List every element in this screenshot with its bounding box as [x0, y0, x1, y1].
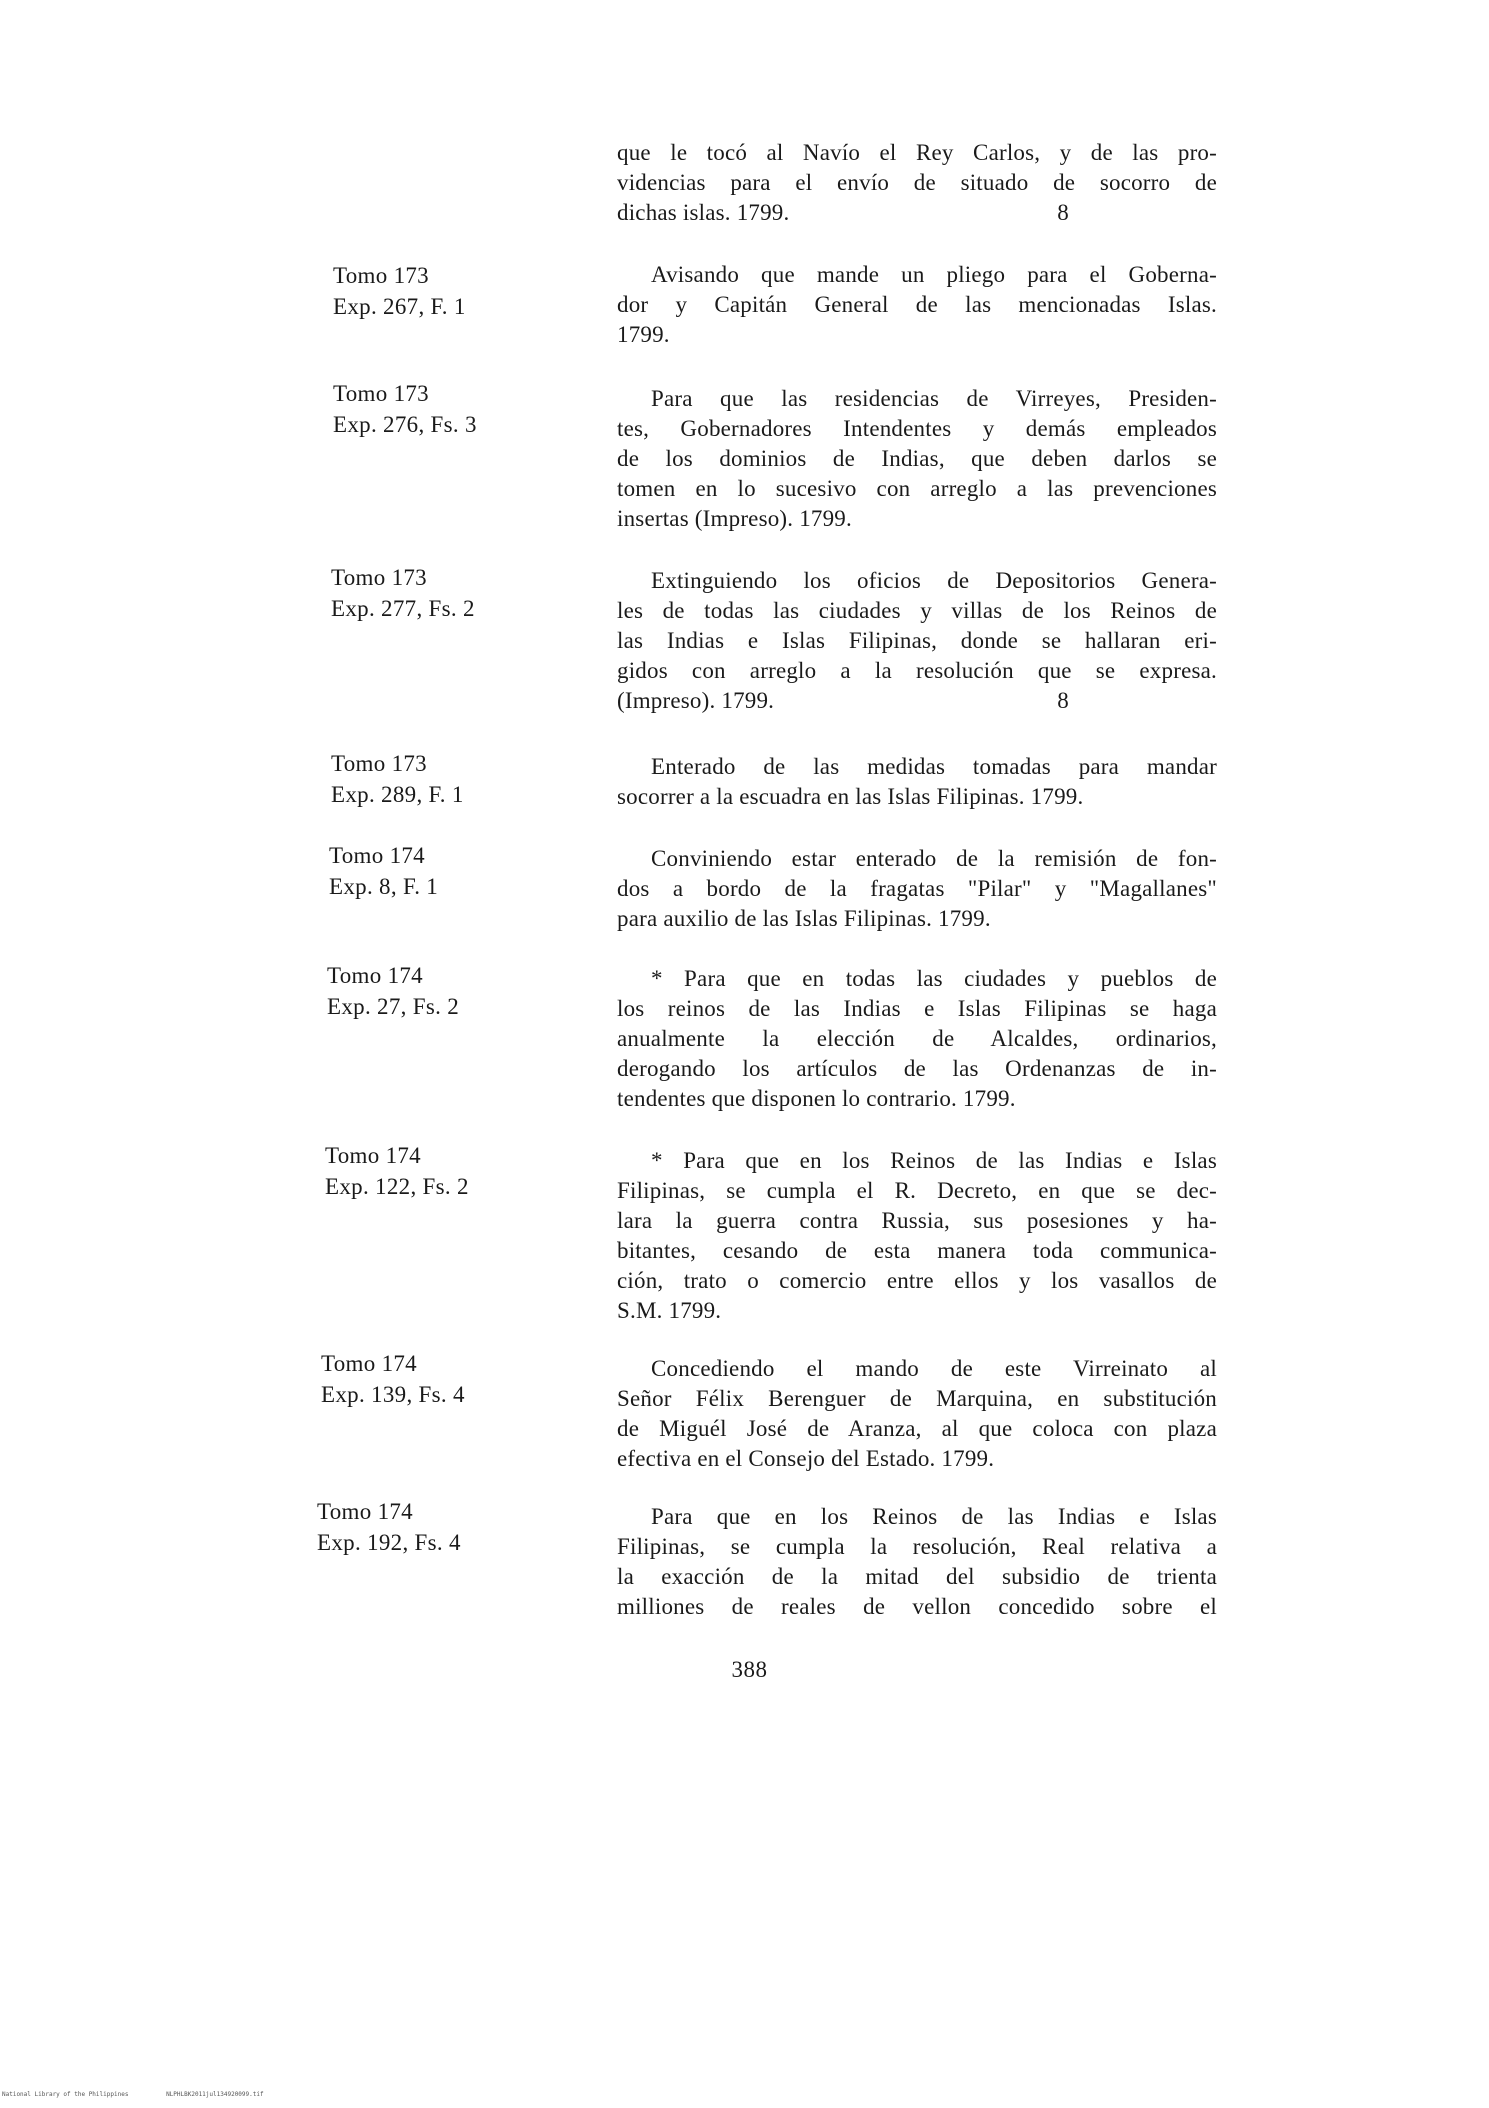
file-label: Exp. 122, Fs. 2 — [325, 1174, 469, 1199]
entry-line: la exacción de la mitad del subsidio de trienta — [617, 1564, 1217, 1589]
entry-line: * Para que en los Reinos de las Indias e Islas — [651, 1148, 1217, 1173]
entry-line: que le tocó al Navío el Rey Carlos, y de las pro- — [617, 140, 1217, 165]
entry-text — [617, 1502, 1217, 1622]
scan-footer — [2, 2091, 298, 2098]
file-label: Exp. 289, F. 1 — [331, 782, 464, 807]
file-label: Exp. 27, Fs. 2 — [327, 994, 459, 1019]
archive-reference — [317, 1496, 577, 1558]
volume-label: Tomo 173 — [333, 263, 429, 288]
entry-text — [617, 752, 1217, 812]
entry-line — [617, 198, 1217, 228]
entry-line: bitantes, cesando de esta manera toda communica- — [617, 1238, 1217, 1263]
entry-text — [617, 1146, 1217, 1326]
entry-line: lara la guerra contra Russia, sus posesiones y ha- — [617, 1208, 1217, 1233]
entry-text — [617, 844, 1217, 934]
volume-label: Tomo 173 — [331, 565, 427, 590]
volume-label: Tomo 174 — [317, 1499, 413, 1524]
entry-line: Enterado de las medidas tomadas para mandar — [651, 754, 1217, 779]
archive-reference — [327, 960, 587, 1022]
margin-number: 8 — [1057, 688, 1069, 713]
entry-line: Para que en los Reinos de las Indias e Islas — [651, 1504, 1217, 1529]
entry-line: Filipinas, se cumpla la resolución, Real relativa a — [617, 1534, 1217, 1559]
archive-reference — [333, 260, 593, 322]
page-number: 388 — [731, 1657, 768, 1682]
entry-line: de los dominios de Indias, que deben darlos se — [617, 446, 1217, 471]
entry-line — [617, 686, 1217, 716]
archive-reference — [331, 748, 591, 810]
archive-reference — [325, 1140, 585, 1202]
file-label: Exp. 8, F. 1 — [329, 874, 439, 899]
entry-line: gidos con arreglo a la resolución que se expresa. — [617, 658, 1217, 683]
file-label: Exp. 277, Fs. 2 — [331, 596, 475, 621]
entry-line: para auxilio de las Islas Filipinas. 1799. — [617, 906, 991, 931]
volume-label: Tomo 173 — [331, 751, 427, 776]
entry-line: ción, trato o comercio entre ellos y los vasallos de — [617, 1268, 1217, 1293]
entry-line: 1799. — [617, 322, 670, 347]
entry-line: las Indias e Islas Filipinas, donde se hallaran eri- — [617, 628, 1217, 653]
archive-reference — [321, 1348, 581, 1410]
entry-text — [617, 566, 1217, 716]
entry-line: Conviniendo estar enterado de la remisión de fon- — [651, 846, 1217, 871]
entry-line: efectiva en el Consejo del Estado. 1799. — [617, 1446, 995, 1471]
volume-label: Tomo 174 — [321, 1351, 417, 1376]
entry-line: Para que las residencias de Virreyes, Presiden- — [651, 386, 1217, 411]
file-label: Exp. 267, F. 1 — [333, 294, 466, 319]
entry-line: Avisando que mande un pliego para el Goberna- — [651, 262, 1217, 287]
entry-line: tendentes que disponen lo contrario. 1799. — [617, 1086, 1016, 1111]
footer-file: NLPHLBK2011jul134920099.tif — [166, 2091, 264, 2098]
entry-line: Concediendo el mando de este Virreinato al — [651, 1356, 1217, 1381]
file-label: Exp. 139, Fs. 4 — [321, 1382, 465, 1407]
entry-line-text: dichas islas. 1799. — [617, 200, 790, 225]
entry-line: dos a bordo de la fragatas "Pilar" y "Magallanes" — [617, 876, 1217, 901]
entry-text — [617, 260, 1217, 350]
margin-number: 8 — [1057, 200, 1069, 225]
entry-text — [617, 1354, 1217, 1474]
entry-text — [617, 384, 1217, 534]
entry-line: tomen en lo sucesivo con arreglo a las prevenciones — [617, 476, 1217, 501]
entry-line: insertas (Impreso). 1799. — [617, 506, 852, 531]
archive-reference — [329, 840, 589, 902]
entry-line: Filipinas, se cumpla el R. Decreto, en que se dec- — [617, 1178, 1217, 1203]
entry-line: S.M. 1799. — [617, 1298, 722, 1323]
volume-label: Tomo 174 — [329, 843, 425, 868]
entry-line: anualmente la elección de Alcaldes, ordinarios, — [617, 1026, 1217, 1051]
entry-line: dor y Capitán General de las mencionadas Islas. — [617, 292, 1217, 317]
volume-label: Tomo 173 — [333, 381, 429, 406]
archive-reference — [331, 562, 591, 624]
entry-text — [617, 964, 1217, 1114]
entry-line: derogando los artículos de las Ordenanzas de in- — [617, 1056, 1217, 1081]
entry-line: socorrer a la escuadra en las Islas Filipinas. 1799. — [617, 784, 1084, 809]
volume-label: Tomo 174 — [327, 963, 423, 988]
entry-line: Extinguiendo los oficios de Depositorios Genera- — [651, 568, 1217, 593]
file-label: Exp. 192, Fs. 4 — [317, 1530, 461, 1555]
volume-label: Tomo 174 — [325, 1143, 421, 1168]
archive-reference — [333, 378, 593, 440]
entry-line: tes, Gobernadores Intendentes y demás empleados — [617, 416, 1217, 441]
entry-line: Señor Félix Berenguer de Marquina, en substitución — [617, 1386, 1217, 1411]
entry-line: de Miguél José de Aranza, al que coloca con plaza — [617, 1416, 1217, 1441]
footer-library: National Library of the Philippines — [2, 2091, 129, 2098]
entry-continuation — [617, 138, 1217, 228]
entry-line: los reinos de las Indias e Islas Filipinas se haga — [617, 996, 1217, 1021]
file-label: Exp. 276, Fs. 3 — [333, 412, 477, 437]
entry-line: videncias para el envío de situado de socorro de — [617, 170, 1217, 195]
entry-line: * Para que en todas las ciudades y pueblos de — [651, 966, 1217, 991]
entry-line: les de todas las ciudades y villas de los Reinos de — [617, 598, 1217, 623]
entry-line-text: (Impreso). 1799. — [617, 688, 775, 713]
entry-line: milliones de reales de vellon concedido sobre el — [617, 1594, 1217, 1619]
